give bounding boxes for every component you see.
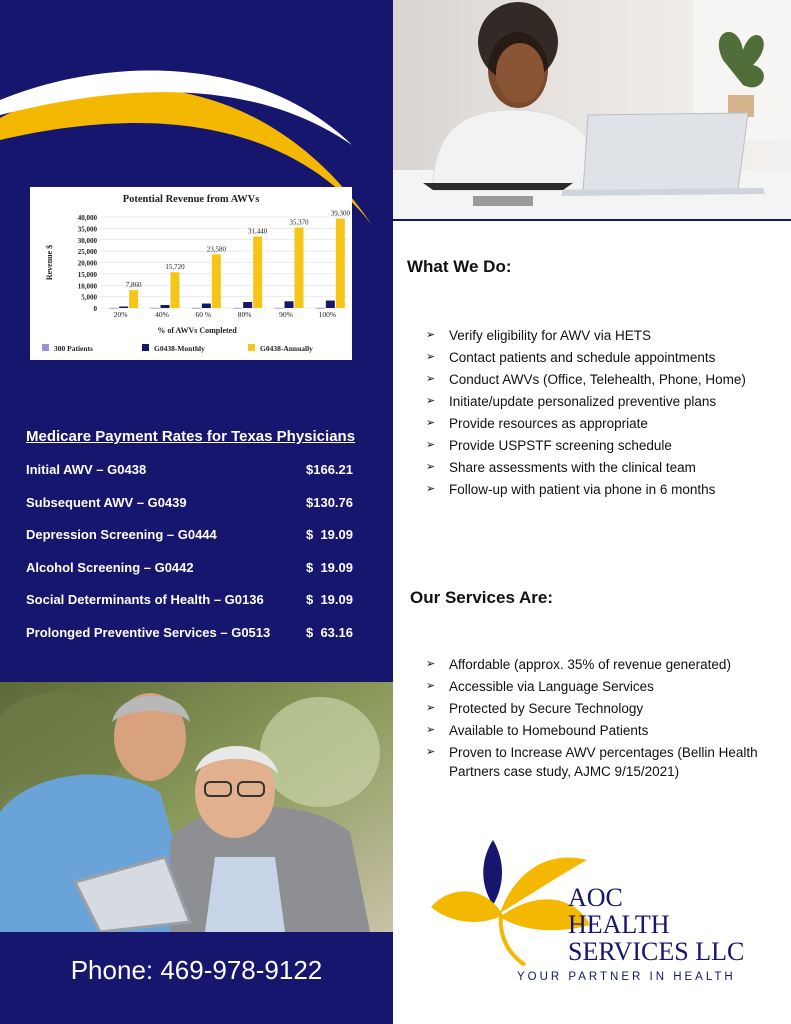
bar-g0438-annually xyxy=(253,236,262,308)
rate-row-alcohol-screening xyxy=(26,560,366,580)
y-tick-label: 5,000 xyxy=(81,293,97,302)
legend-label: G0438-Monthly xyxy=(154,344,205,353)
bar-g0438-annually xyxy=(171,272,180,308)
list-item: ➢ Available to Homebound Patients xyxy=(426,723,649,738)
legend-swatch xyxy=(142,344,149,351)
list-item: ➢ Provide resources as appropriate xyxy=(426,416,648,431)
rate-row-social-determinants xyxy=(26,592,366,612)
rate-value: $166.21 xyxy=(306,462,353,477)
rate-value: $130.76 xyxy=(306,495,353,510)
x-tick-label: 40% xyxy=(155,310,169,319)
list-item: ➢ Conduct AWVs (Office, Telehealth, Phone, Home) xyxy=(426,372,746,387)
y-tick-label: 35,000 xyxy=(77,225,97,234)
chart-title: Potential Revenue from AWVs xyxy=(122,194,260,205)
photo-woman-at-laptop xyxy=(393,0,791,220)
rate-name: Initial AWV – G0438 xyxy=(26,462,147,477)
photo-divider xyxy=(393,219,791,221)
y-tick-label: 40,000 xyxy=(77,214,97,222)
arrow-bullet-icon: ➢ xyxy=(426,461,436,473)
what-we-do-heading: What We Do: xyxy=(407,257,512,276)
bar-300-patients xyxy=(275,308,284,309)
revenue-chart-svg xyxy=(30,187,352,360)
bar-g0438-monthly xyxy=(161,305,170,308)
y-tick-label: 30,000 xyxy=(77,236,97,245)
x-tick-label: 80% xyxy=(237,310,252,319)
rates-title: Medicare Payment Rates for Texas Physicians xyxy=(26,428,356,445)
arrow-bullet-icon: ➢ xyxy=(426,395,436,407)
logo-line-2: HEALTH xyxy=(568,910,670,939)
list-item: ➢ Share assessments with the clinical team xyxy=(426,460,696,475)
rate-name: Social Determinants of Health – G0136 xyxy=(26,592,264,607)
legend-label: G0438-Annually xyxy=(260,344,313,353)
arrow-bullet-icon: ➢ xyxy=(426,373,436,385)
rate-row-depression-screening xyxy=(26,527,366,547)
x-tick-label: 90% xyxy=(279,310,293,319)
x-tick-label: 60 % xyxy=(195,310,212,319)
arrow-bullet-icon: ➢ xyxy=(426,329,436,341)
list-item: ➢ Accessible via Language Services xyxy=(426,679,654,694)
bar-300-patients xyxy=(151,308,160,309)
legend-swatch xyxy=(42,344,49,351)
arrow-bullet-icon: ➢ xyxy=(426,351,436,363)
bar-300-patients xyxy=(233,308,242,309)
bar-g0438-annually xyxy=(295,228,304,308)
y-tick-label: 20,000 xyxy=(77,259,97,268)
list-item: ➢ Protected by Secure Technology xyxy=(426,701,644,716)
bar-g0438-annually xyxy=(129,290,138,308)
rate-value: $ 19.09 xyxy=(306,527,353,542)
what-we-do-list xyxy=(426,326,776,502)
left-panel xyxy=(0,0,393,1024)
rate-row-prolonged-preventive xyxy=(26,625,366,645)
arrow-bullet-icon: ➢ xyxy=(426,724,436,736)
arrow-bullet-icon: ➢ xyxy=(426,702,436,714)
rate-name: Alcohol Screening – G0442 xyxy=(26,560,194,575)
list-item: ➢ Follow-up with patient via phone in 6 months xyxy=(426,482,716,497)
bar-g0438-monthly xyxy=(285,301,294,308)
logo-tagline: YOUR PARTNER IN HEALTH xyxy=(517,971,736,983)
bar-g0438-annually xyxy=(212,254,221,308)
arrow-bullet-icon: ➢ xyxy=(426,483,436,495)
data-label: 39,300 xyxy=(330,209,350,218)
data-label: 15,720 xyxy=(165,263,185,272)
bar-g0438-monthly xyxy=(202,304,211,308)
y-tick-label: 25,000 xyxy=(77,248,97,257)
data-label: 35,370 xyxy=(289,218,309,227)
bar-g0438-annually xyxy=(336,219,345,308)
bar-300-patients xyxy=(316,308,325,309)
bar-300-patients xyxy=(109,308,118,309)
bar-g0438-monthly xyxy=(326,301,335,308)
logo-leaf-icon xyxy=(483,840,502,905)
x-axis-label: % of AWVs Completed xyxy=(157,326,237,335)
logo-line-1: AOC xyxy=(568,883,623,912)
y-tick-label: 10,000 xyxy=(77,282,97,291)
list-item: ➢ Affordable (approx. 35% of revenue generated) xyxy=(426,657,731,672)
list-item: ➢ Verify eligibility for AWV via HETS xyxy=(426,328,652,343)
y-axis-label: Revenue $ xyxy=(45,244,54,281)
logo-line-3: SERVICES LLC xyxy=(568,937,745,966)
data-label: 23,580 xyxy=(206,245,226,254)
rate-name: Depression Screening – G0444 xyxy=(26,527,217,542)
legend-swatch xyxy=(248,344,255,351)
rate-row-initial-awv xyxy=(26,462,366,482)
rate-value: $ 19.09 xyxy=(306,592,353,607)
list-item: ➢ Provide USPSTF screening schedule xyxy=(426,438,672,453)
rate-row-subsequent-awv xyxy=(26,495,366,515)
arrow-bullet-icon: ➢ xyxy=(426,439,436,451)
arrow-bullet-icon: ➢ xyxy=(426,658,436,670)
rate-value: $ 19.09 xyxy=(306,560,353,575)
services-heading: Our Services Are: xyxy=(410,588,553,607)
company-logo xyxy=(425,835,765,985)
x-tick-label: 20% xyxy=(113,310,128,319)
arrow-bullet-icon: ➢ xyxy=(426,746,436,758)
data-label: 31,440 xyxy=(248,227,268,236)
list-item: ➢ Contact patients and schedule appointments xyxy=(426,350,716,365)
list-item: ➢ Proven to Increase AWV percentages (Bellin Health Partners case study, AJMC 9/15/2021) xyxy=(426,745,758,779)
services-list xyxy=(426,655,776,784)
rate-name: Subsequent AWV – G0439 xyxy=(26,495,187,510)
arrow-bullet-icon: ➢ xyxy=(426,680,436,692)
y-tick-label: 0 xyxy=(93,305,97,313)
arrow-bullet-icon: ➢ xyxy=(426,417,436,429)
photo-caregiver-with-senior xyxy=(0,682,393,932)
bar-g0438-monthly xyxy=(243,302,252,308)
data-label: 7,860 xyxy=(125,281,142,290)
phone-number: Phone: 469-978-9122 xyxy=(70,955,323,985)
revenue-chart xyxy=(30,187,352,360)
y-tick-label: 15,000 xyxy=(77,270,97,279)
legend-label: 300 Patients xyxy=(54,344,93,353)
rate-name: Prolonged Preventive Services – G0513 xyxy=(26,625,271,640)
x-tick-label: 100% xyxy=(318,310,337,319)
bar-g0438-monthly xyxy=(119,307,128,308)
rate-value: $ 63.16 xyxy=(306,625,353,640)
bar-300-patients xyxy=(192,308,201,309)
list-item: ➢ Initiate/update personalized preventive plans xyxy=(426,394,717,409)
